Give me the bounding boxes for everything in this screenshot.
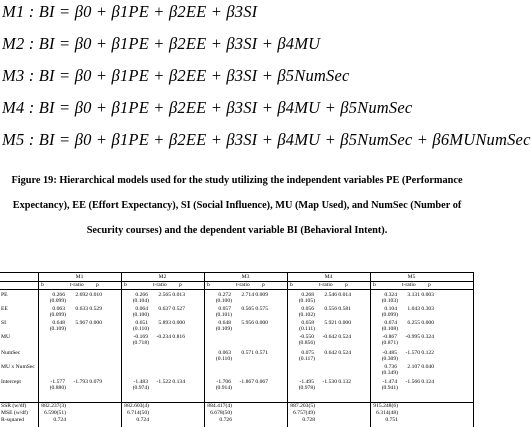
row-label: PE (1, 292, 8, 298)
caption-line: Figure 19: Hierarchical models used for the study utilizing the independent variables PE (Performance (11, 175, 463, 186)
cell-b: 0.063 (218, 350, 231, 356)
stats-rule (0, 402, 474, 403)
cell-se: (0.101) (215, 312, 232, 318)
model-header: M3 (241, 274, 250, 280)
cell-b: 0.075 (301, 350, 314, 356)
cell-p: 0.000 (421, 320, 434, 326)
cell-se: (0.109) (49, 326, 66, 332)
subheader-b: b (290, 282, 293, 288)
cell-se: (0.914) (215, 385, 232, 391)
cell-p: 0.324 (421, 334, 434, 340)
subheader-p: p (428, 282, 431, 288)
cell-t: 5.921 (324, 320, 337, 326)
cell-se: (0.100) (215, 298, 232, 304)
cell-p: 0.013 (172, 292, 185, 298)
subheader-p: p (262, 282, 265, 288)
model-header: M2 (158, 274, 167, 280)
cell-b: 0.648 (218, 320, 231, 326)
stat-value: 884.417(4) (207, 403, 232, 409)
cell-b: 0.674 (384, 320, 397, 326)
row-label: EE (1, 306, 8, 312)
cell-se: (0.871) (381, 340, 398, 346)
cell-se: (0.856) (298, 340, 315, 346)
row-label: Intercept (1, 379, 21, 385)
cell-p: 0.014 (338, 292, 351, 298)
cell-b: 0.651 (135, 320, 148, 326)
cell-se: (0.978) (298, 385, 315, 391)
cell-p: 0.303 (421, 306, 434, 312)
cell-b: 0.064 (135, 306, 148, 312)
subheader-b: b (124, 282, 127, 288)
cell-se: (0.099) (49, 298, 66, 304)
cell-b: 0.057 (218, 306, 231, 312)
subheader-t: t-ratio (236, 282, 250, 288)
cell-p: 0.079 (89, 379, 102, 385)
stat-value: 0.751 (385, 417, 398, 423)
cell-p: 0.000 (338, 320, 351, 326)
cell-b: 0.736 (384, 364, 397, 370)
cell-t: -0.234 (156, 334, 171, 340)
subheader-t: t-ratio (153, 282, 167, 288)
cell-t: 3.131 (407, 292, 420, 298)
subheader-t: t-ratio (402, 282, 416, 288)
cell-se: (0.108) (381, 326, 398, 332)
caption-line: Expectancy), EE (Effort Expectancy), SI (Social Influence), MU (Map Used), and NumSec (Number of (12, 200, 462, 211)
cell-p: 0.000 (89, 320, 102, 326)
cell-t: -1.522 (156, 379, 171, 385)
cell-b: -1.706 (216, 379, 231, 385)
cell-se: (0.109) (215, 326, 232, 332)
cell-b: -1.483 (133, 379, 148, 385)
subheader-t: t-ratio (319, 282, 333, 288)
cell-se: (0.974) (132, 385, 149, 391)
cell-b: 0.056 (301, 306, 314, 312)
subheader-t: t-ratio (70, 282, 84, 288)
cell-p: 0.529 (89, 306, 102, 312)
cell-t: 2.714 (241, 292, 254, 298)
cell-se: (0.718) (132, 340, 149, 346)
cell-b: -0.169 (133, 334, 148, 340)
cell-t: -0.642 (322, 334, 337, 340)
subheader-p: p (96, 282, 99, 288)
cell-b: 0.648 (52, 320, 65, 326)
cell-p: 0.003 (421, 292, 434, 298)
equation-m2: M2 : BI = β0 + β1PE + β2EE + β3SI + β4MU (2, 34, 321, 53)
subheader-b: b (207, 282, 210, 288)
cell-b: 0.658 (301, 320, 314, 326)
stat-label: SSR (w/df) (1, 403, 27, 409)
cell-t: -1.867 (239, 379, 254, 385)
row-label: MU (1, 334, 11, 340)
cell-se: (0.309) (381, 356, 398, 362)
cell-t: -0.995 (405, 334, 420, 340)
cell-p: 0.581 (338, 306, 351, 312)
cell-b: 0.266 (135, 292, 148, 298)
subheader-b: b (373, 282, 376, 288)
cell-b: 0.324 (384, 292, 397, 298)
cell-p: 0.067 (255, 379, 268, 385)
cell-se: (0.099) (381, 312, 398, 318)
cell-t: 5.967 (75, 320, 88, 326)
cell-p: 0.527 (172, 306, 185, 312)
cell-t: -1.566 (405, 379, 420, 385)
stat-value: 6.714(50) (127, 410, 149, 416)
cell-se: (0.110) (132, 326, 149, 332)
cell-t: 2.546 (324, 292, 337, 298)
subheader-p: p (179, 282, 182, 288)
cell-p: 0.009 (255, 292, 268, 298)
subheader-p: p (345, 282, 348, 288)
cell-b: -1.577 (50, 379, 65, 385)
cell-p: 0.124 (421, 379, 434, 385)
equation-m3: M3 : BI = β0 + β1PE + β2EE + β3SI + β5NumSec (2, 66, 350, 85)
cell-se: (0.102) (298, 312, 315, 318)
caption-line: Security courses) and the dependent variable BI (Behavioral Intent). (86, 225, 388, 236)
cell-p: 0.040 (421, 364, 434, 370)
cell-t: 2.107 (407, 364, 420, 370)
stat-value: 887.203(5) (290, 403, 315, 409)
cell-p: 0.571 (255, 350, 268, 356)
cell-b: 0.104 (384, 306, 397, 312)
cell-se: (0.099) (49, 312, 66, 318)
stat-label: MSE (w/df) (1, 410, 28, 416)
cell-t: -1.570 (405, 350, 420, 356)
cell-t: 5.956 (241, 320, 254, 326)
cell-se: (0.100) (132, 312, 149, 318)
cell-p: 0.122 (421, 350, 434, 356)
equation-m5: M5 : BI = β0 + β1PE + β2EE + β3SI + β4MU + β5NumSec + β6MUNumSec (2, 130, 531, 149)
equation-m4: M4 : BI = β0 + β1PE + β2EE + β3SI + β4MU + β5NumSec (2, 98, 413, 117)
cell-se: (0.941) (381, 385, 398, 391)
cell-se: (0.105) (298, 298, 315, 304)
equation-m1: M1 : BI = β0 + β1PE + β2EE + β3SI (2, 2, 258, 21)
cell-t: -1.793 (73, 379, 88, 385)
cell-se: (0.110) (215, 356, 232, 362)
cell-b: -1.495 (299, 379, 314, 385)
cell-se: (0.349) (381, 370, 398, 376)
row-label: SI (1, 320, 6, 326)
model-header: M4 (324, 274, 333, 280)
stat-value: 882.237(3) (41, 403, 66, 409)
subheader-rule (0, 289, 474, 290)
cell-t: 0.633 (75, 306, 88, 312)
cell-t: 0.556 (324, 306, 337, 312)
stat-value: 6.757(49) (293, 410, 315, 416)
stat-value: 6.590(51) (44, 410, 66, 416)
stat-label: R-squared (1, 417, 24, 423)
cell-b: -0.550 (299, 334, 314, 340)
cell-p: 0.000 (255, 320, 268, 326)
cell-se: (0.880) (49, 385, 66, 391)
cell-p: 0.134 (172, 379, 185, 385)
cell-t: 0.637 (158, 306, 171, 312)
model-header: M5 (407, 274, 416, 280)
cell-b: 0.272 (218, 292, 231, 298)
cell-p: 0.132 (338, 379, 351, 385)
stat-value: 6.678(50) (210, 410, 232, 416)
stat-value: 0.724 (53, 417, 66, 423)
cell-p: 0.575 (255, 306, 268, 312)
cell-p: 0.010 (89, 292, 102, 298)
cell-b: -0.485 (382, 350, 397, 356)
cell-se: (0.104) (132, 298, 149, 304)
cell-se: (0.103) (381, 298, 398, 304)
cell-p: 0.524 (338, 350, 351, 356)
stat-value: 6.314(48) (376, 410, 398, 416)
cell-b: -0.867 (382, 334, 397, 340)
cell-p: 0.000 (172, 320, 185, 326)
stat-value: 882.603(4) (124, 403, 149, 409)
cell-b: -1.474 (382, 379, 397, 385)
cell-se: (0.117) (298, 356, 315, 362)
subheader-b: b (41, 282, 44, 288)
stat-value: 0.726 (219, 417, 232, 423)
table-top-rule (0, 272, 474, 273)
cell-t: 5.893 (158, 320, 171, 326)
column-separator (473, 272, 474, 427)
cell-t: 0.642 (324, 350, 337, 356)
cell-se: (0.111) (299, 326, 315, 332)
row-label: NumSec (1, 350, 21, 356)
stat-value: 0.728 (302, 417, 315, 423)
cell-b: 0.063 (52, 306, 65, 312)
cell-t: 1.043 (407, 306, 420, 312)
cell-b: 0.266 (52, 292, 65, 298)
row-label: MU x NumSec (1, 364, 35, 370)
cell-p: 0.524 (338, 334, 351, 340)
cell-t: 0.565 (241, 306, 254, 312)
cell-p: 0.816 (172, 334, 185, 340)
stat-value: 0.724 (136, 417, 149, 423)
model-header: M1 (75, 274, 84, 280)
stat-value: 915.248(6) (373, 403, 398, 409)
cell-t: 2.565 (158, 292, 171, 298)
cell-t: -1.530 (322, 379, 337, 385)
cell-b: 0.268 (301, 292, 314, 298)
cell-t: 0.571 (241, 350, 254, 356)
cell-t: 2.692 (75, 292, 88, 298)
cell-t: 6.255 (407, 320, 420, 326)
